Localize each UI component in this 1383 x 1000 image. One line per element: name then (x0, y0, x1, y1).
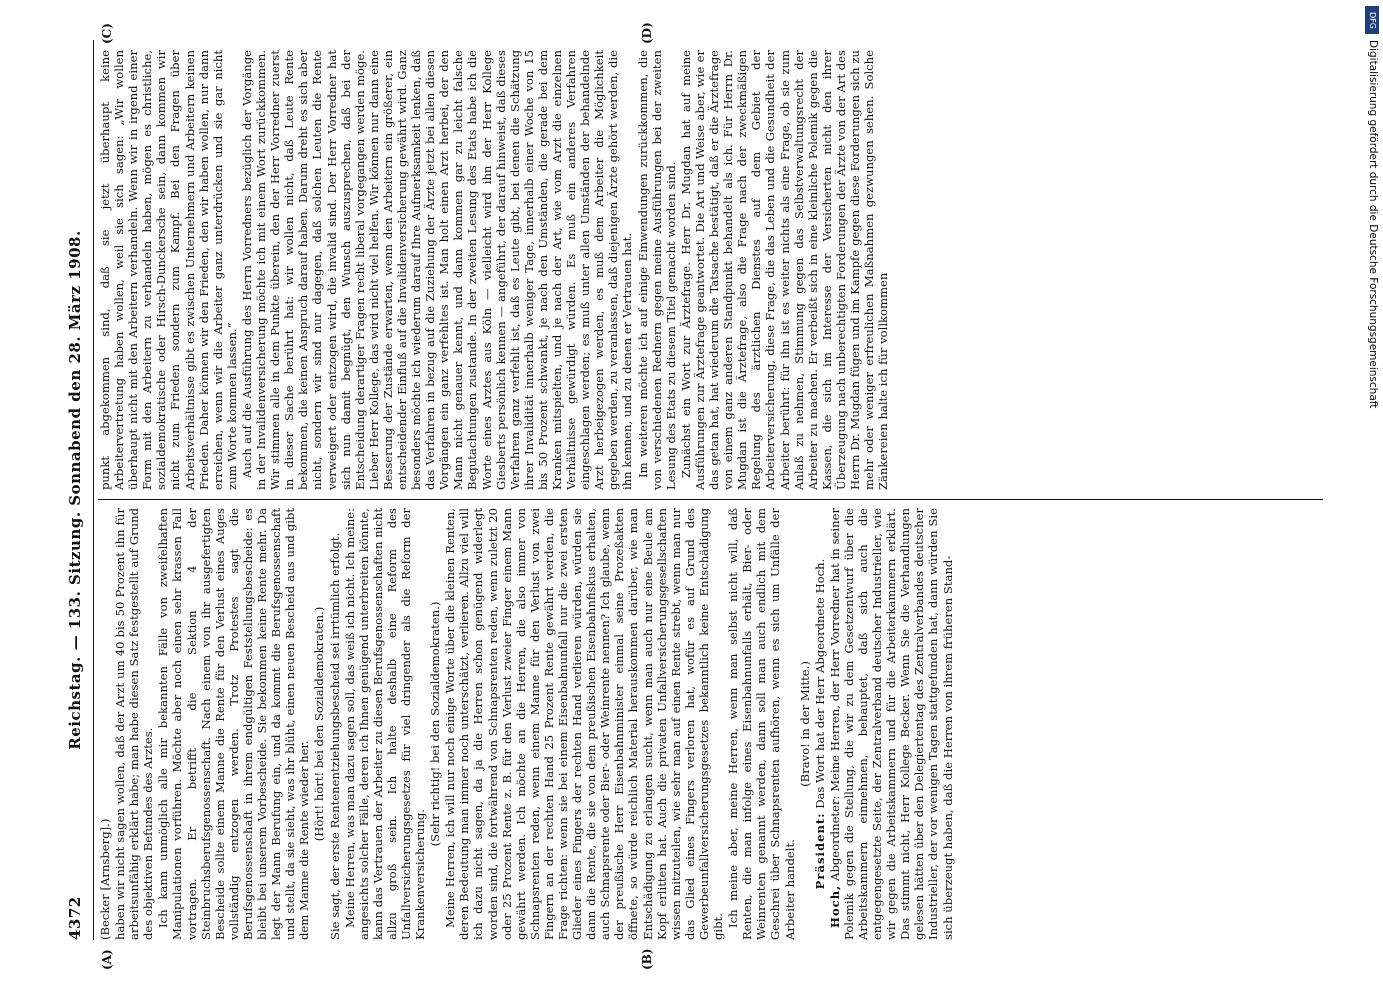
paragraph: Sie sagt, der erste Rentenentziehungsbescheid sei irrtümlich erfolgt. (327, 532, 342, 940)
paragraph: Meine Herren, was man dazu sagen soll, das weiß ich nicht. Ich meine: angesichts solcher Fälle, deren ich Ihnen genügend unterbreiten könnte, kann das Vertrauen der Arbeiter zu diesen Berufsgenossenschaften nicht allzu groß sein. Ich halte deshalb eine Reform des Unfallversicherungsgesetzes für viel dringender als die Reform der Krankenversicherung. (342, 508, 428, 940)
credit-text: Digitalisierung gefördert durch die Deutsche Forschungsgemeinschaft (1367, 40, 1379, 409)
paragraph: punkt abgekommen sind, daß sie jetzt überhaupt keine Arbeitervertretung haben wollen, weil sie sich sagen: „Wir wollen überhaupt nicht mit den Arbeitern verhandeln. Wenn wir in irgend einer Form mit den Arbeitern zu verhandeln haben, mögen es christliche, sozialdemokratische oder Hirsch-Dunckersche sein, dann kommen wir nicht zum Frieden sondern zum Kampf. Bei den Fragen über Arbeitsverhältnisse gibt es zwischen Unternehmern und Arbeitern keinen Frieden. Daher können wir den Frieden, den wir haben wollen, nur dann erreichen, wenn wir die Arbeiter ganz unterdrücken und sie gar nicht zum Worte kommen lassen.“ (98, 50, 239, 490)
paragraph: Im weiteren möchte ich auf einige Einwendungen zurückkommen, die von verschiedenen Rednern gegen meine Ausführungen bei der zweiten Lesung des Etats zu diesem Titel gemacht worden sind. (635, 50, 678, 490)
page-number: 4372 (66, 896, 84, 940)
president-statement: Präsident: Das Wort hat der Herr Abgeordnete Hoch. (812, 558, 827, 890)
dfg-logo: DFG (1365, 6, 1379, 34)
margin-marker-a: (A) (100, 949, 114, 970)
margin-marker-c: (C) (100, 23, 114, 44)
paragraph: Auch auf die Ausführung des Herrn Vorredners bezüglich der Vorgänge in der Invalidenversicherung möchte ich mit einem Wort zurückkommen. Wir stimmen alle in dem Punkte überein, den der Herr Vorredner zuerst in dieser Sache berührt hat: wir wollen nicht, daß Leute Rente bekommen, die keinen Anspruch darauf haben. Darum dreht es sich aber nicht, sondern wir sind nur dagegen, daß solchen Leuten die Rente verweigert oder entzogen wird, die invalid sind. Der Herr Vorredner hat sich nun damit begnügt, den Wunsch auszusprechen, daß bei der Entscheidung derartiger Fragen recht liberal vorgegangen werden möge. Lieber Herr Kollege, das wird nicht viel helfen. Wir können nur dann eine Besserung der Zustände erwarten, wenn den Arbeitern ein größerer, ein entscheidender Einfluß auf die Invalidenversicherung gewährt wird. Ganz besonders möchte ich wiederum darauf Ihre Aufmerksamkeit lenken, daß das Verfahren in bezug auf die Zuziehung der Ärzte jetzt bei allen diesen Vorgängen ein ganz verfehltes ist. Man holt einen Arzt herbei, der den Mann nicht genauer kennt, und dann kommen gar zu leicht falsche Begutachtungen zustande. In der zweiten Lesung des Etats habe ich die Worte eines Arztes aus Köln — vielleicht wird ihn der Herr Kollege Giesberts persönlich kennen — angeführt, der darauf hinweist, daß dieses Verfahren ganz verfehlt ist, daß es Leute gibt, bei denen die Schätzung ihrer Invalidität innerhalb weniger Tage, innerhalb einer Woche von 15 bis 50 Prozent schwankt, je nach den Umständen, die gerade bei dem Kranken mitspielten, und je nach der Art, wie vom Arzt die einzelnen Verhältnisse gewürdigt würden. Es muß ein anderes Verfahren eingeschlagen werden; es muß unter allen Umständen der behandelnde Arzt herbeigezogen werden, es muß dem Arbeiter die Möglichkeit gegeben werden, zu veranlassen, daß diejenigen Ärzte gehört werden, die ihn kennen, und zu denen er Vertrauen hat. (239, 50, 635, 490)
interjection: (Hört! hört! bei den Sozialdemokraten.) (312, 606, 327, 842)
paragraph: haben wir nicht sagen wollen, daß der Arzt um 40 bis 50 Prozent ihn für arbeitsunfähig erklärt habe; man habe diesen Satz festgestellt auf Grund des objektiven Befundes des Arztes. (113, 508, 156, 940)
page-header (62, 40, 90, 940)
interjection: (Bravo! in der Mitte.) (797, 661, 812, 787)
margin-marker-d: (D) (640, 22, 654, 44)
speaker-name: Hoch, (827, 884, 842, 928)
column-divider (98, 499, 1323, 500)
speech-paragraph: Hoch, Abgeordneter: Meine Herren, der Herr Vorredner hat in seiner Polemik gegen die Stellung, die wir zu dem Gesetzentwurf über die Arbeitskammern einnehmen, behauptet, daß sich auch die entgegengesetzte Seite, der Zentralverband deutscher Industrieller, wie wir gegen die Arbeitskammern und für die Arbeiterkammern erklärt. Das stimmt nicht, Herr Kollege Becker. Wenn Sie die Verhandlungen gelesen hätten über den Delegiertentag des Zentralverbandes deutscher Industrieller, der vor wenigen Tagen stattgefunden hat, dann würden Sie sich überzeugt haben, daß die Herren von ihrem früheren Stand- (827, 508, 955, 940)
paragraph: Ich meine aber, meine Herren, wenn man selbst nicht will, daß Renten, die man infolge eines Eisenbahnunfalls erhält, Bier- oder Weinrenten genannt werden, dann soll man auch endlich mit dem Geschrei über Schnapsrenten aufhören, wenn es sich um Unfälle der Arbeiter handelt. (726, 508, 797, 940)
paragraph: Zunächst ein Wort zur Ärztefrage. Herr Dr. Mugdan hat auf meine Ausführungen zur Ärztefrage geantwortet. Die Art und Weise aber, wie er das getan hat, hat wiederum die Tatsache bestätigt, daß er die Ärztefrage von einem ganz anderen Standpunkt behandelt als ich. Für Herrn Dr. Mugdan ist die Ärztefrage, also die Frage nach der zweckmäßigen Regelung des ärztlichen Dienstes auf dem Gebiet der Arbeiterversicherung, diese Frage, die das Leben und die Gesundheit der Arbeiter berührt: für ihn ist es weiter nichts als eine Frage, ob sie zum Anlaß zu nehmen, Stimmung gegen das Selbstverwaltungsrecht der Arbeiter zu machen. Er verbeißt sich in eine kleinliche Polemik gegen die Kassen, die sich im Interesse der Versicherten nicht den ihrer Überzeugung nach unberechtigten Forderungen der Ärzte von der Art des Herrn Dr. Mugdan fügen und im Kampfe gegen diese Forderungen sich zu mehr oder weniger erfreulichen Maßnahmen gezwungen sehen. Solche Zänkereien halte ich für vollkommen (678, 50, 891, 490)
paragraph: Meine Herren, ich will nur noch einige Worte über die kleinen Renten, deren Bedeutung man immer noch unterschätzt, verlieren. Allzu viel will ich dazu nicht sagen, da ja die Herren schon genügend widerlegt worden sind, die fortwährend von Schnapsrenten reden, wenn zuletzt 20 oder 25 Prozent Rente z. B. für den Verlust zweier Finger einem Mann gewährt werden. Ich möchte an die Herren, die also immer von Schnapsrenten reden, wenn einem Manne für den Verlust von zwei Fingern an der rechten Hand 25 Prozent Rente gewährt werden, die Frage richten: wenn sie bei einem Eisenbahnunfall nur die zwei ersten Glieder eines Fingers der rechten Hand verlieren würden, würden sie dann die Rente, die sie von dem preußischen Eisenbahnfiskus erhalten, auch Schnapsrente oder Bier- oder Weinrente nennen? Ich glaube, wenn der preußische Herr Eisenbahnminister einmal seine Prozeßakten öffnete, so würde reichlich Material herauskommen darüber, wie man Entschädigung zu erlangen sucht, wenn man auch nur eine Beule am Kopf erlitten hat. Auch die privaten Unfallversicherungsgesellschaften wissen mitzuteilen, wie sehr man auf einen Rente strebt, wenn man nur das Glied eines Fingers verloren hat, wofür es auf Grund des Gewerbeunfallversicherungsgesetzes bekanntlich keine Entschädigung gibt. (443, 508, 726, 940)
speaker-name: Präsident: (812, 812, 827, 890)
margin-marker-b: (B) (640, 948, 654, 970)
right-column (98, 50, 1323, 490)
credit-strip (1361, 0, 1383, 1000)
paragraph: Ich kann unmöglich alle mir bekannten Fälle von zweifelhaften Manipulationen vorführen. Möchte aber noch einen sehr krassen Fall vortragen. Er betrifft die Sektion 4 der Steinbruchsberufsgenossenschaft. Nach einem von ihr ausgefertigten Bescheide sollte einem Manne die Rente für den Verlust eines Auges vollständig entzogen werden. Trotz Protestes sagt die Berufsgenossenschaft in ihrem endgültigen Feststellungsbescheide: es bleibt bei unserem Vorbescheide. Sie bekommen keine Rente mehr. Da legt der Mann Berufung ein, und da kommt die Berufsgenossenschaft und stellt, da sie sieht, was ihr blüht, einen neuen Bescheid aus und gibt dem Manne die Rente wieder her. (156, 508, 312, 940)
left-column (98, 508, 1323, 940)
speaker-tag: (Becker [Arnsberg].) (98, 818, 112, 940)
page-title: Reichstag. — 133. Sitzung. Sonnabend den 28. März 1908. (66, 230, 84, 750)
header-rule (93, 40, 94, 940)
interjection: (Sehr richtig! bei den Sozialdemokraten.) (428, 601, 443, 847)
